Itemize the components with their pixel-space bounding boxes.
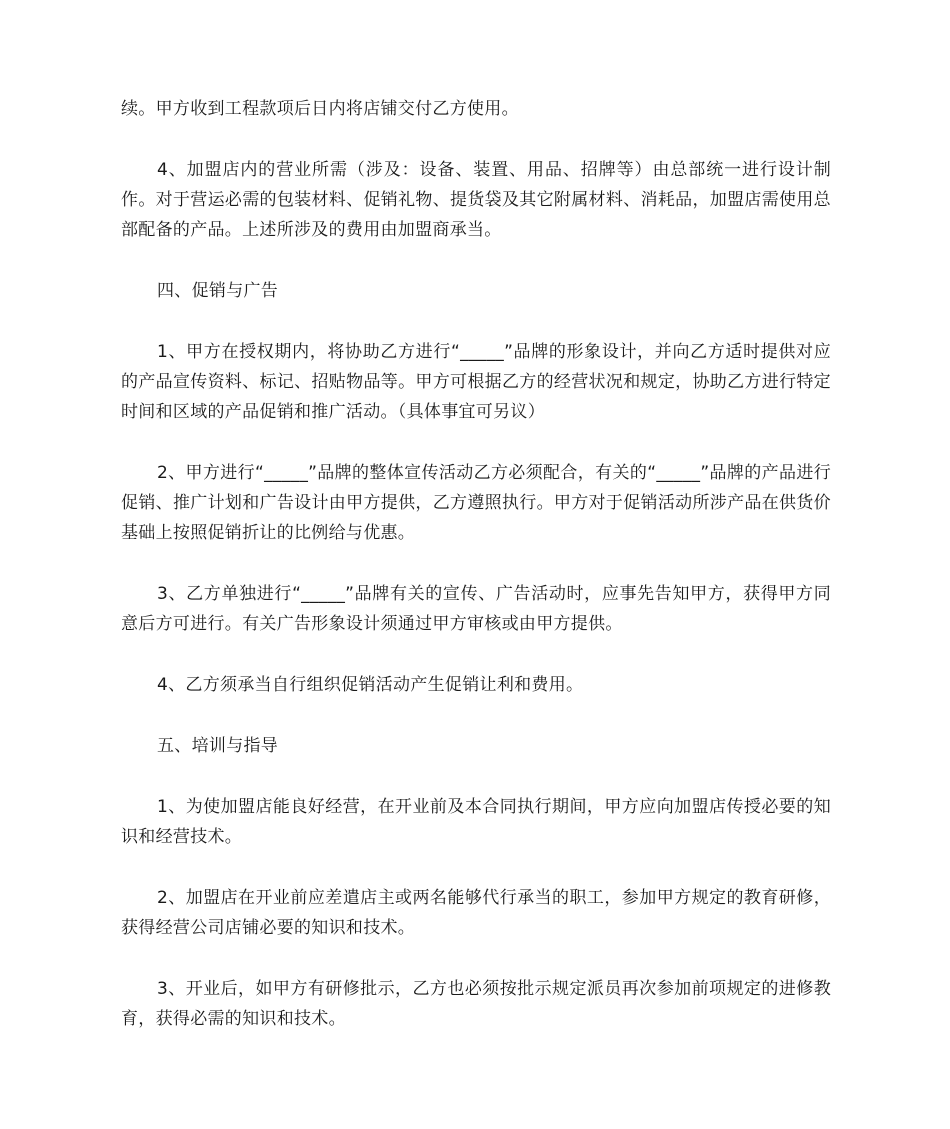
- paragraph-training-1: 1、为使加盟店能良好经营，在开业前及本合同执行期间，甲方应向加盟店传授必要的知识和经营技术。: [121, 797, 831, 847]
- paragraph-continuation: 续。甲方收到工程款项后日内将店铺交付乙方使用。: [121, 99, 519, 119]
- paragraph-promotion-3: 3、乙方单独进行“_____”品牌有关的宣传、广告活动时，应事先告知甲方，获得甲方同意后方可进行。有关广告形象设计须通过甲方审核或由甲方提供。: [121, 584, 831, 634]
- section-heading-promotion: 四、促销与广告: [157, 281, 279, 301]
- paragraph-promotion-1: 1、甲方在授权期内，将协助乙方进行“_____”品牌的形象设计，并向乙方适时提供对应的产品宣传资料、标记、招贴物品等。甲方可根据乙方的经营状况和规定，协助乙方进行特定时间和区域的产品促销和推广活动。（具体事宜可另议）: [121, 342, 831, 422]
- paragraph-training-2: 2、加盟店在开业前应差遣店主或两名能够代行承当的职工，参加甲方规定的教育研修，获得经营公司店铺必要的知识和技术。: [121, 888, 831, 938]
- paragraph-promotion-2: 2、甲方进行“_____”品牌的整体宣传活动乙方必须配合，有关的“_____”品牌的产品进行促销、推广计划和广告设计由甲方提供，乙方遵照执行。甲方对于促销活动所涉产品在供货价基础上按照促销折让的比例给与优惠。: [121, 463, 831, 543]
- paragraph-clause-4-equipment: 4、加盟店内的营业所需（涉及：设备、装置、用品、招牌等）由总部统一进行设计制作。对于营运必需的包装材料、促销礼物、提货袋及其它附属材料、消耗品，加盟店需使用总部配备的产品。上述所涉及的费用由加盟商承当。: [121, 160, 831, 240]
- document-page: [121, 94, 831, 1065]
- section-heading-training: 五、培训与指导: [157, 736, 279, 756]
- paragraph-promotion-4: 4、乙方须承当自行组织促销活动产生促销让利和费用。: [157, 675, 584, 695]
- paragraph-training-3: 3、开业后，如甲方有研修批示，乙方也必须按批示规定派员再次参加前项规定的进修教育，获得必需的知识和技术。: [121, 979, 831, 1029]
